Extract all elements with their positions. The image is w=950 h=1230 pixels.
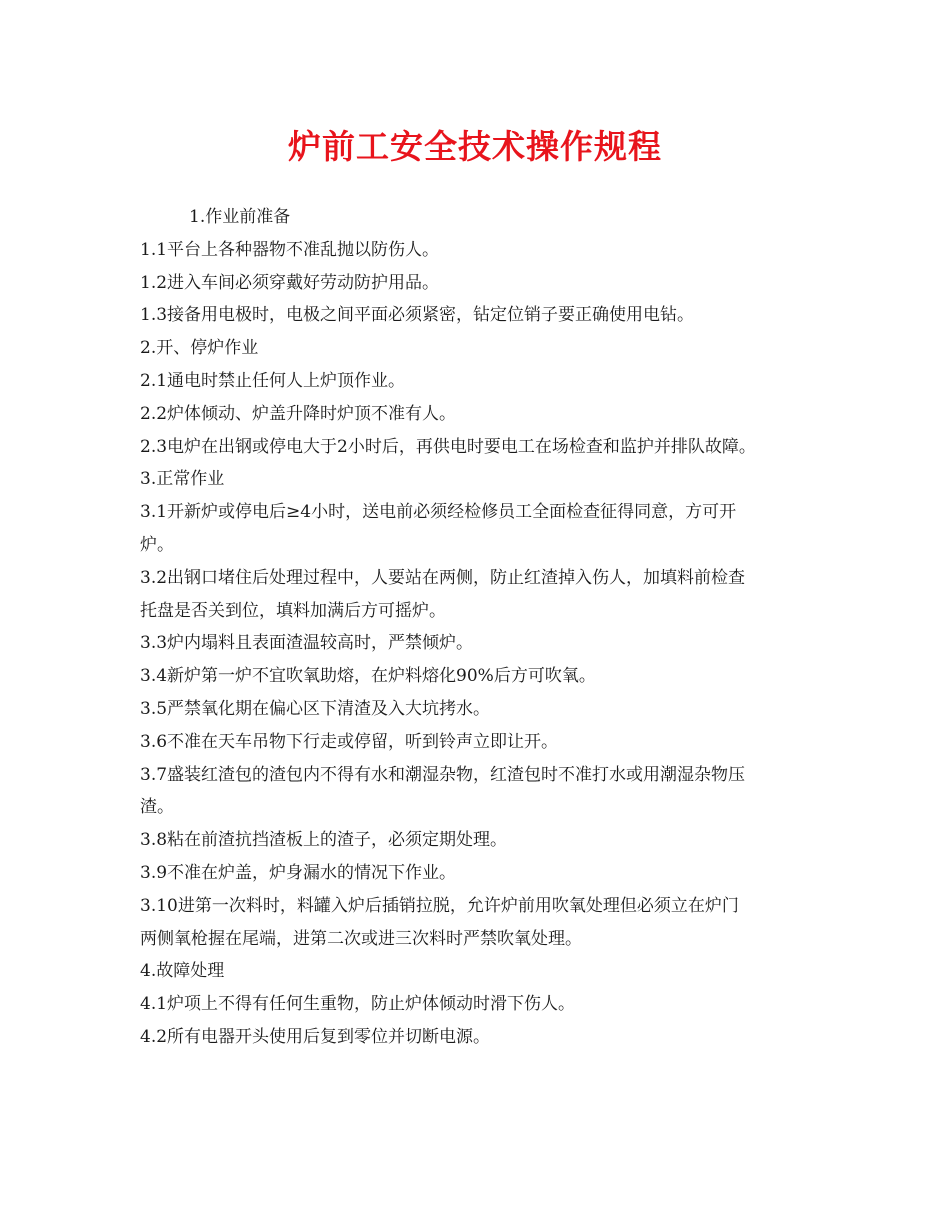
paragraph-line: 3.7盛装红渣包的渣包内不得有水和潮湿杂物，红渣包时不准打水或用潮湿杂物压 [140, 764, 746, 785]
paragraph-line: 托盘是否关到位，填料加满后方可摇炉。 [140, 600, 446, 621]
paragraph-line: 3.5严禁氧化期在偏心区下清渣及入大坑拷水。 [140, 698, 491, 719]
paragraph-line: 3.2出钢口堵住后处理过程中，人要站在两侧，防止红渣掉入伤人，加填料前检查 [140, 567, 746, 588]
paragraph-line: 1.2进入车间必须穿戴好劳动防护用品。 [140, 272, 440, 293]
paragraph-line: 3.10进第一次料时，料罐入炉后插销拉脱，允许炉前用吹氧处理但必须立在炉门 [140, 895, 739, 916]
paragraph-line: 两侧氧枪握在尾端，进第二次或进三次料时严禁吹氧处理。 [140, 928, 582, 949]
paragraph-line: 2.3电炉在出钢或停电大于2小时后，再供电时要电工在场检查和监护并排队故障。 [140, 436, 756, 457]
paragraph-line: 2.2炉体倾动、炉盖升降时炉顶不准有人。 [140, 403, 457, 424]
paragraph-line: 炉。 [140, 534, 174, 555]
paragraph-line: 2.开、停炉作业 [140, 338, 259, 359]
paragraph-line: 渣。 [140, 797, 174, 818]
paragraph-line: 3.6不准在天车吊物下行走或停留，听到铃声立即让开。 [140, 731, 559, 752]
document-title: 炉前工安全技术操作规程 [288, 127, 662, 166]
paragraph-line: 1.1平台上各种器物不准乱抛以防伤人。 [140, 239, 440, 260]
paragraph-line: 4.1炉项上不得有任何生重物，防止炉体倾动时滑下伤人。 [140, 994, 576, 1015]
paragraph-line: 3.9不准在炉盖，炉身漏水的情况下作业。 [140, 862, 457, 883]
paragraph-line: 1.3接备用电极时，电极之间平面必须紧密，钻定位销子要正确使用电钻。 [140, 305, 695, 326]
paragraph-line: 3.8粘在前渣抗挡渣板上的渣子，必须定期处理。 [140, 830, 508, 851]
paragraph-line: 4.2所有电器开头使用后复到零位并切断电源。 [140, 1026, 491, 1047]
section-heading-line: 1.作业前准备 [189, 207, 291, 227]
paragraph-line: 3.正常作业 [140, 469, 225, 490]
paragraph-line: 4.故障处理 [140, 961, 225, 982]
paragraph-line: 3.3炉内塌料且表面渣温较高时，严禁倾炉。 [140, 633, 474, 654]
paragraph-line: 3.4新炉第一炉不宜吹氧助熔，在炉料熔化90%后方可吹氧。 [140, 666, 596, 687]
document-body [140, 201, 820, 1054]
paragraph-line: 3.1开新炉或停电后≥4小时，送电前必须经检修员工全面检查征得同意，方可开 [140, 502, 737, 523]
paragraph-line: 2.1通电时禁止任何人上炉顶作业。 [140, 370, 406, 391]
